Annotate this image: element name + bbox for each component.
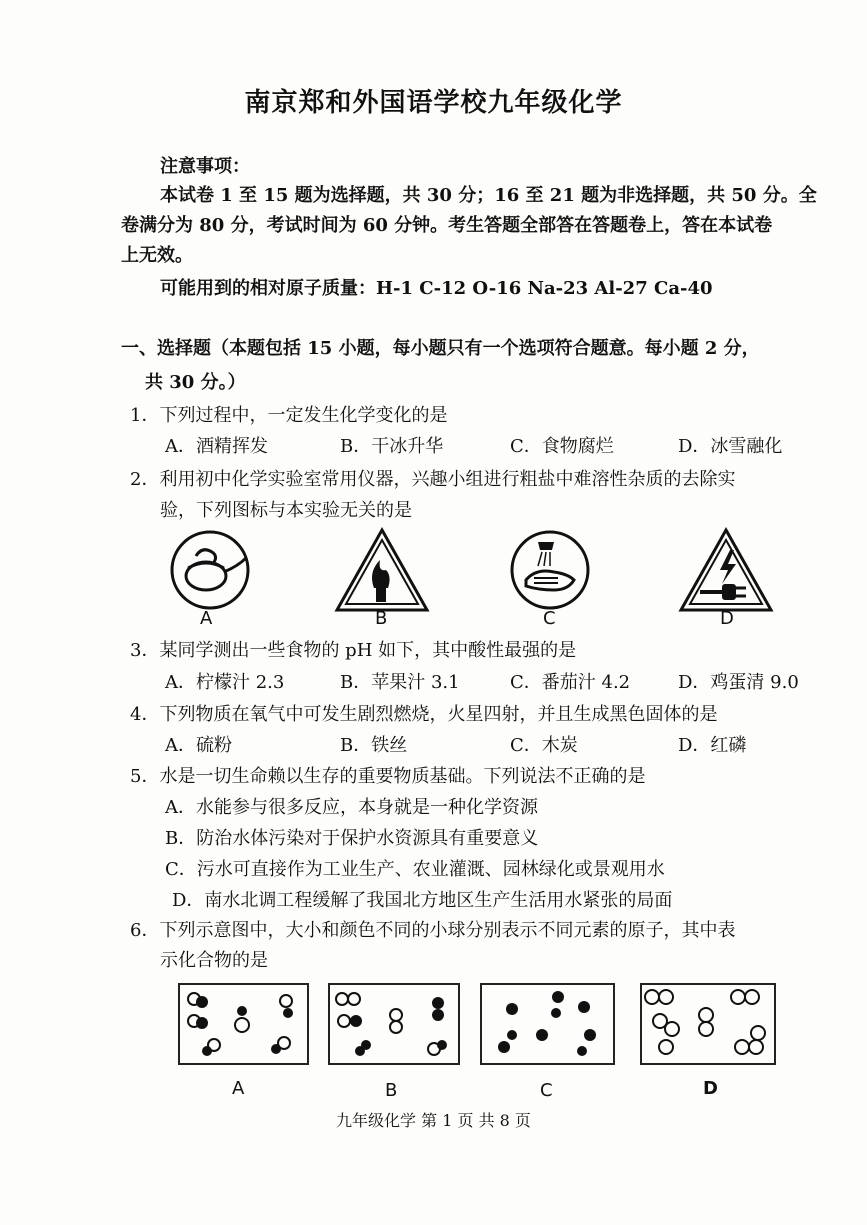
q2-label-c: C <box>543 608 556 629</box>
q5-option-b: B．防治水体污染对于保护水资源具有重要意义 <box>165 828 539 849</box>
q3-option-d: D．鸡蛋清 9.0 <box>678 672 799 693</box>
q1-option-a: A．酒精挥发 <box>165 436 268 457</box>
flame-warning-icon <box>334 526 430 614</box>
q2-label-b: B <box>375 608 388 629</box>
q5-option-a: A．水能参与很多反应，本身就是一种化学资源 <box>165 797 538 818</box>
q6-diagram-b <box>328 983 460 1065</box>
question-3-stem: 3．某同学测出一些食物的 pH 如下，其中酸性最强的是 <box>130 640 577 661</box>
notice-line-1: 本试卷 1 至 15 题为选择题，共 30 分；16 至 21 题为非选择题，共 50 分。全 <box>160 185 817 206</box>
q1-option-c: C．食物腐烂 <box>510 436 614 457</box>
q3-option-c: C．番茄汁 4.2 <box>510 672 631 693</box>
q2-icon-row <box>0 520 867 630</box>
q4-option-d: D．红磷 <box>678 735 747 756</box>
q5-option-c: C．污水可直接作为工业生产、农业灌溉、园林绿化或景观用水 <box>165 859 665 880</box>
q6-diagram-a <box>178 983 309 1065</box>
question-6-stem-2: 示化合物的是 <box>160 950 268 971</box>
atomic-masses: 可能用到的相对原子质量：H-1 C-12 O-16 Na-23 Al-27 Ca-40 <box>160 278 713 299</box>
q4-option-a: A．硫粉 <box>165 735 232 756</box>
question-6-stem-1: 6．下列示意图中，大小和颜色不同的小球分别表示不同元素的原子，其中表 <box>130 920 736 941</box>
q1-option-b: B．干冰升华 <box>340 436 444 457</box>
q6-label-d: D <box>703 1078 718 1099</box>
question-4-stem: 4．下列物质在氧气中可发生剧烈燃烧，火星四射，并且生成黑色固体的是 <box>130 704 718 725</box>
q6-label-a: A <box>232 1078 245 1099</box>
question-2-stem-2: 验，下列图标与本实验无关的是 <box>160 500 412 521</box>
q2-label-d: D <box>720 608 734 629</box>
q3-option-a: A．柠檬汁 2.3 <box>165 672 285 693</box>
q4-option-c: C．木炭 <box>510 735 578 756</box>
exam-title: 南京郑和外国语学校九年级化学 <box>244 88 623 118</box>
q3-option-b: B．苹果汁 3.1 <box>340 672 460 693</box>
question-2-stem-1: 2．利用初中化学实验室常用仪器，兴趣小组进行粗盐中难溶性杂质的去除实 <box>130 469 736 490</box>
q6-diagram-c <box>480 983 615 1065</box>
notice-line-2: 卷满分为 80 分，考试时间为 60 分钟。考生答题全部答在答题卷上，答在本试卷 <box>121 215 773 236</box>
notice-line-3: 上无效。 <box>121 245 193 266</box>
page-footer: 九年级化学 第 1 页 共 8 页 <box>336 1111 531 1130</box>
q6-label-b: B <box>385 1080 398 1101</box>
question-5-stem: 5．水是一切生命赖以生存的重要物质基础。下列说法不正确的是 <box>130 766 646 787</box>
q1-option-d: D．冰雪融化 <box>678 436 783 457</box>
question-1-stem: 1．下列过程中，一定发生化学变化的是 <box>130 405 448 426</box>
section-heading-2: 共 30 分。） <box>145 372 246 393</box>
electric-hazard-icon <box>678 526 774 614</box>
section-heading-1: 一、选择题（本题包括 15 小题，每小题只有一个选项符合题意。每小题 2 分， <box>121 338 760 359</box>
q6-label-c: C <box>540 1080 553 1101</box>
wash-hands-icon <box>508 528 592 612</box>
q6-diagram-d <box>640 983 776 1065</box>
notice-heading: 注意事项： <box>160 156 250 177</box>
q4-option-b: B．铁丝 <box>340 735 408 756</box>
q5-option-d: D．南水北调工程缓解了我国北方地区生产生活用水紧张的局面 <box>172 890 673 911</box>
q2-label-a: A <box>200 608 213 629</box>
hot-dish-icon <box>168 528 252 612</box>
